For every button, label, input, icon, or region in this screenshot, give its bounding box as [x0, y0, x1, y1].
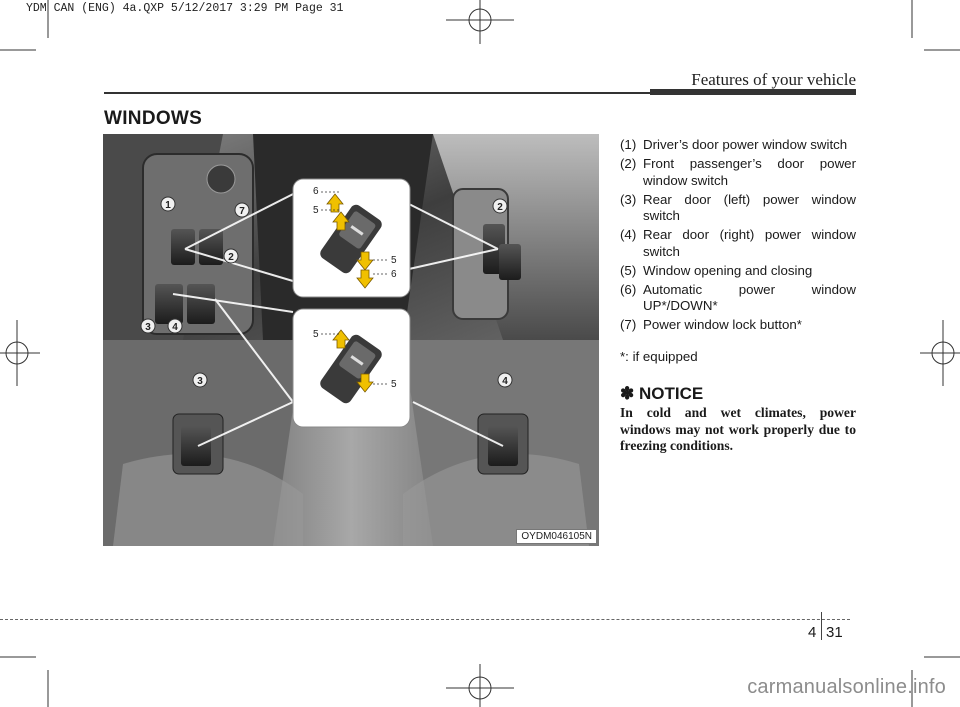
callout-3-rear: 3: [197, 376, 203, 387]
chapter-number: 4: [808, 624, 817, 641]
list-item: (5) Window opening and closing: [620, 262, 813, 278]
list-item: (7) Power window lock button*: [620, 317, 802, 332]
list-item: (1) Driver’s door power window switch: [620, 137, 848, 152]
page-number: 31: [826, 624, 843, 641]
list-item: (4) Rear door (right) power window switch: [620, 227, 856, 259]
callout-4-driver: 4: [172, 322, 178, 333]
callout-7: 7: [239, 206, 245, 217]
callout-1: 1: [165, 200, 171, 211]
watermark: carmanualsonline.info: [747, 676, 946, 698]
header-tab: [650, 89, 856, 95]
callout-3-driver: 3: [145, 322, 151, 333]
callout-4-rear: 4: [502, 376, 508, 387]
notice-symbol-icon: ✽: [620, 384, 635, 403]
label-5-rear-up: 5: [313, 329, 319, 340]
list-item: (6) Automatic power window UP*/DOWN*: [620, 281, 856, 313]
label-6-up: 6: [313, 186, 319, 197]
callout-2-driver: 2: [228, 252, 234, 263]
list-item: (3) Rear door (left) power window switch: [620, 191, 856, 223]
notice-body: In cold and wet climates, power windows may not work properly due to freezing conditions.: [620, 405, 856, 454]
label-5-up: 5: [313, 205, 319, 216]
section-title: WINDOWS: [104, 108, 203, 129]
figure-code: OYDM046105N: [516, 529, 597, 544]
notice-title: [620, 384, 703, 404]
notice-title-text: NOTICE: [638, 384, 704, 403]
label-6-down: 6: [391, 269, 397, 280]
label-5-down: 5: [391, 255, 397, 266]
list-item: (2) Front passenger’s door power window switch: [620, 156, 856, 188]
running-header: Features of your vehicle: [691, 70, 856, 89]
footer-rule: [0, 619, 850, 620]
page-number-divider: [821, 612, 822, 640]
callout-2-passenger: 2: [497, 202, 503, 213]
component-list: [620, 137, 856, 336]
figure-illustration: [103, 134, 599, 546]
print-slug: YDM CAN (ENG) 4a.QXP 5/12/2017 3:29 PM Page 31: [26, 2, 344, 15]
footnote: *: if equipped: [620, 349, 698, 364]
label-5-rear-down: 5: [391, 379, 397, 390]
window-switch-figure: [103, 134, 599, 546]
